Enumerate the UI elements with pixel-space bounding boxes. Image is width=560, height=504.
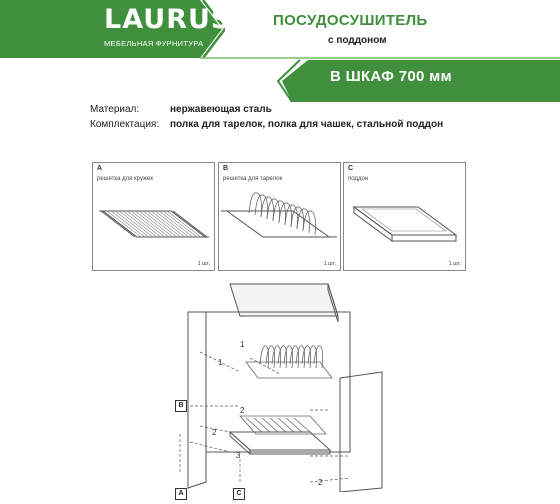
part-panel-b xyxy=(218,162,341,271)
part-panel-a xyxy=(92,162,215,271)
part-c-qty: 1 шт. xyxy=(448,261,461,267)
callout-b: B xyxy=(175,400,187,412)
part-a-name: решетка для кружек xyxy=(97,176,153,182)
callout-a: A xyxy=(175,488,187,500)
step-label-1a: 1 xyxy=(240,340,245,349)
logo-wordmark: LAURUS xyxy=(104,4,232,35)
step-label-2b: 2 xyxy=(212,428,217,437)
product-subtitle: с поддоном xyxy=(328,35,387,46)
part-c-name: поддон xyxy=(348,176,369,182)
part-c-letter: C xyxy=(348,165,354,172)
step-label-2c: 2 xyxy=(318,478,323,487)
assembly-drawing xyxy=(160,282,400,492)
size-banner xyxy=(0,0,560,110)
spec-material-label: Материал: xyxy=(90,104,140,115)
cabinet-size: В ШКАФ 700 мм xyxy=(330,68,452,85)
callout-c: C xyxy=(233,488,245,500)
part-a-qty: 1 шт. xyxy=(197,261,210,267)
part-panel-c xyxy=(343,162,466,271)
step-label-3: 3 xyxy=(236,451,241,460)
product-title: ПОСУДОСУШИТЕЛЬ xyxy=(273,12,428,29)
part-b-letter: B xyxy=(223,165,229,172)
logo-tagline: МЕБЕЛЬНАЯ ФУРНИТУРА xyxy=(104,39,204,48)
step-label-1b: 1 xyxy=(218,358,223,367)
part-a-letter: A xyxy=(97,165,103,172)
spec-material-value: нержавеющая сталь xyxy=(170,104,272,115)
part-b-name: решетка для тарелок xyxy=(223,176,283,182)
step-label-2a: 2 xyxy=(240,406,245,415)
part-b-qty: 1 шт. xyxy=(323,261,336,267)
spec-contents-value: полка для тарелок, полка для чашек, стальной поддон xyxy=(170,119,444,130)
spec-contents-label: Комплектация: xyxy=(90,119,160,130)
